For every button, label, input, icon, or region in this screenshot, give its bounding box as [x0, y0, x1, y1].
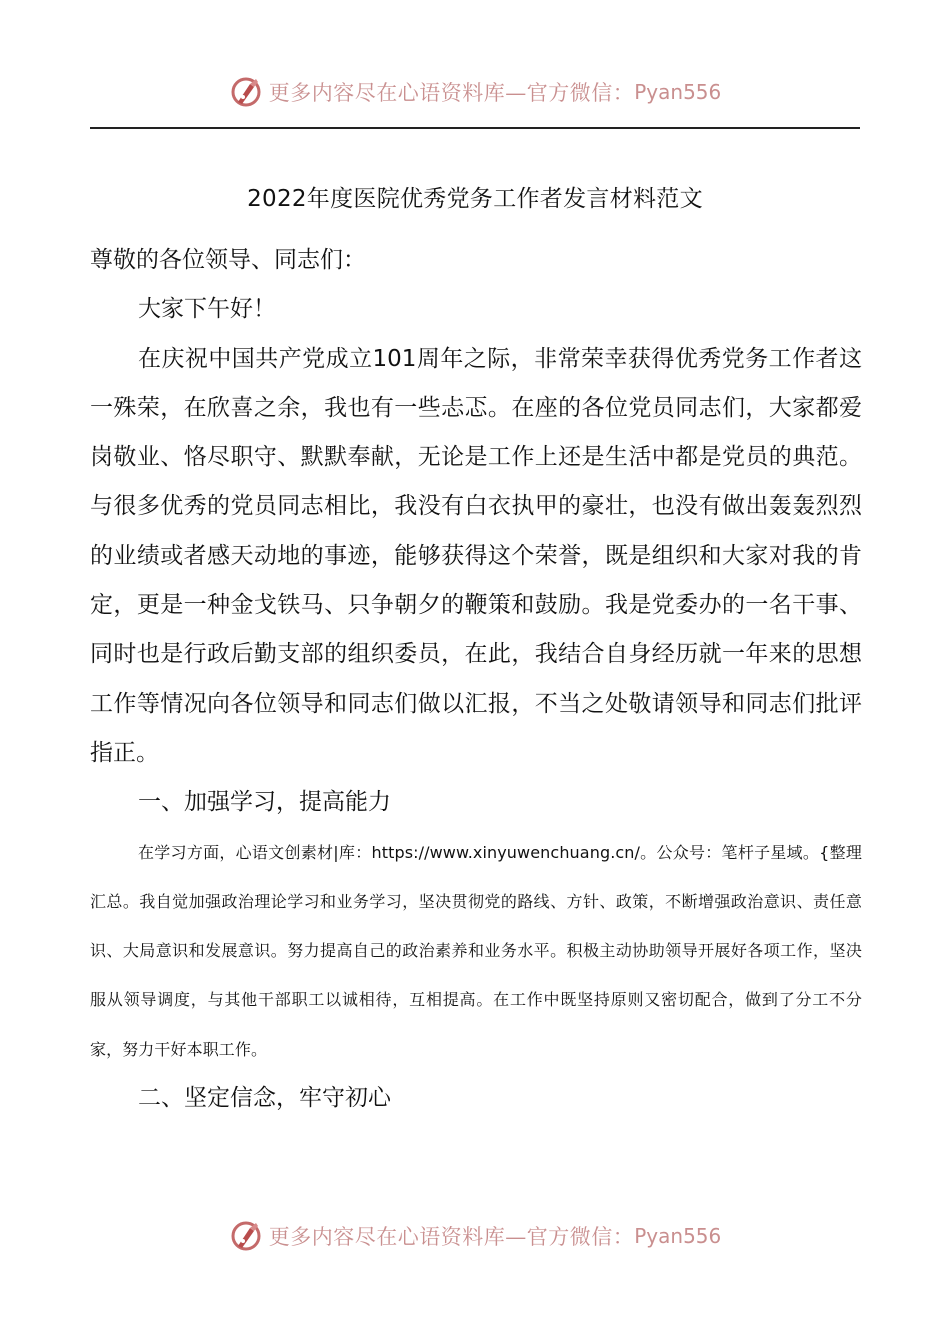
section-heading-1: 一、加强学习，提高能力 — [138, 789, 391, 816]
footer-watermark — [0, 1216, 950, 1256]
watermark-account: Pyan556 — [634, 1224, 722, 1248]
section-paragraph-1: 在学习方面，心语文创素材|库：https://www.xinyuwenchuang.cn/。公众号：笔杆子星域。{整理汇总。我自觉加强政治理论学习和业务学习，坚决贯彻党的路线、方针、政策，不断增强政治意识、责任意识、大局意识和发展意识。努力提高自己的政治素养和业务水平。积极主动协助领导开展好各项工作，坚决服从领导调度，与其他干部职工以诚相待，互相提高。在工作中既坚持原则又密切配合，做到了分工不分家，努力干好本职工作。 — [90, 842, 862, 1059]
greeting: 大家下午好！ — [138, 296, 276, 323]
section-heading-2: 二、坚定信念，牢守初心 — [138, 1085, 391, 1112]
watermark-account: Pyan556 — [634, 80, 722, 104]
document-title: 2022年度医院优秀党务工作者发言材料范文 — [247, 186, 703, 212]
document-body — [90, 236, 862, 1123]
salutation: 尊敬的各位领导、同志们： — [90, 247, 366, 273]
watermark-text: 更多内容尽在心语资料库—官方微信： — [268, 1225, 635, 1249]
watermark-text: 更多内容尽在心语资料库—官方微信： — [268, 81, 635, 105]
header-watermark — [0, 72, 950, 112]
pen-nib-circle-icon — [229, 1219, 263, 1253]
pen-nib-circle-icon — [229, 75, 263, 109]
intro-paragraph: 在庆祝中国共产党成立101周年之际，非常荣幸获得优秀党务工作者这一殊荣，在欣喜之余，我也有一些忐忑。在座的各位党员同志们，大家都爱岗敬业、恪尽职守、默默奉献，无论是工作上还是生活中都是党员的典范。与很多优秀的党员同志相比，我没有白衣执甲的豪壮，也没有做出轰轰烈烈的业绩或者感天动地的事迹，能够获得这个荣誉，既是组织和大家对我的肯定，更是一种金戈铁马、只争朝夕的鞭策和鼓励。我是党委办的一名干事、同时也是行政后勤支部的组织委员，在此，我结合自身经历就一年来的思想工作等情况向各位领导和同志们做以汇报，不当之处敬请领导和同志们批评指正。 — [90, 345, 862, 766]
header-divider — [90, 127, 860, 129]
